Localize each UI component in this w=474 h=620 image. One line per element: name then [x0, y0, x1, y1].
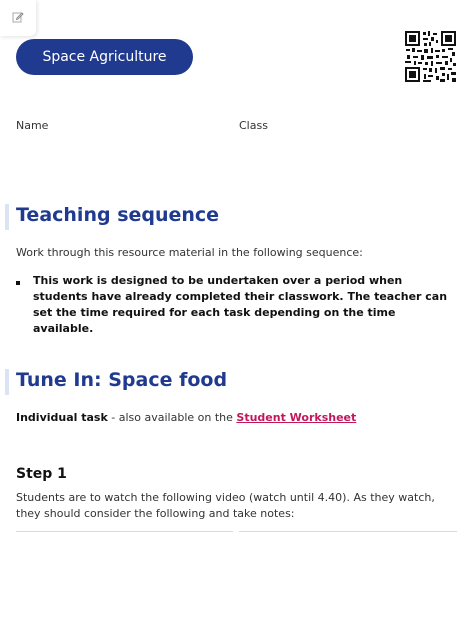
- teaching-sequence-heading: Teaching sequence: [16, 204, 220, 226]
- task-label: Individual task: [16, 411, 108, 424]
- section-marker: [5, 369, 9, 395]
- intro-text: Work through this resource material in the following sequence:: [16, 246, 363, 259]
- class-field-label: Class: [239, 119, 268, 132]
- divider: [239, 531, 457, 532]
- title-banner: Space Agriculture: [16, 39, 193, 75]
- bullet-text: This work is designed to be undertaken over a period when students have already completed their classwork. The teacher can set the time required for each task depending on the time available.: [33, 274, 448, 335]
- task-line: [16, 410, 356, 426]
- name-field-label: Name: [16, 119, 49, 132]
- step1-heading: Step 1: [16, 466, 67, 482]
- edit-button[interactable]: [0, 0, 36, 36]
- bullet-icon: [16, 281, 20, 285]
- step1-text: Students are to watch the following video (watch until 4.40). As they watch, they should consider the following and take notes:: [16, 491, 435, 520]
- student-worksheet-link[interactable]: Student Worksheet: [236, 411, 357, 424]
- task-text: - also available on the: [107, 411, 237, 424]
- pencil-edit-icon: [12, 11, 24, 23]
- divider: [16, 531, 233, 532]
- section-marker: [5, 204, 9, 230]
- qr-code-icon: [404, 30, 457, 83]
- tune-in-heading: Tune In: Space food: [16, 369, 228, 391]
